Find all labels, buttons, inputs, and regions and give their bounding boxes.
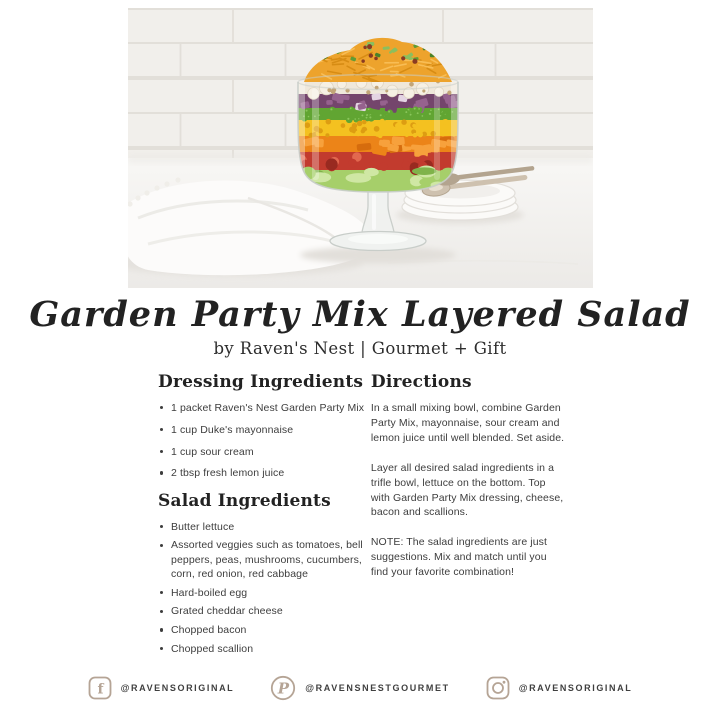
- social-handle: @RAVENSNESTGOURMET: [305, 683, 450, 693]
- facebook-icon: [88, 676, 112, 700]
- social-item-facebook: [88, 676, 235, 700]
- list-item: Hard-boiled egg: [158, 586, 371, 600]
- salad-heading: Salad Ingredients: [158, 490, 331, 511]
- directions-column: [371, 372, 566, 662]
- list-item: Chopped bacon: [158, 623, 371, 637]
- list-item: 2 tbsp fresh lemon juice: [158, 466, 371, 480]
- directions-paragraph: NOTE: The salad ingredients are just suggestions. Mix and match until you find your favorite combination!: [370, 536, 548, 579]
- social-handle: @RAVENSORIGINAL: [120, 683, 235, 693]
- salad-list: [158, 520, 371, 657]
- list-item: Butter lettuce: [158, 520, 371, 534]
- pinterest-icon: [270, 675, 296, 701]
- salad-layers: [292, 76, 464, 194]
- list-item: 1 cup sour cream: [158, 445, 371, 459]
- social-footer: [0, 675, 720, 701]
- svg-text:f: f: [97, 681, 104, 698]
- dressing-list: [158, 401, 371, 481]
- social-item-instagram: [486, 676, 633, 700]
- list-item: 1 cup Duke's mayonnaise: [158, 423, 371, 437]
- recipe-body: [158, 372, 566, 662]
- list-item: Grated cheddar cheese: [158, 604, 371, 618]
- directions-heading: Directions: [370, 372, 472, 392]
- dressing-heading: Dressing Ingredients: [158, 372, 364, 392]
- recipe-byline: by Raven's Nest | Gourmet + Gift: [213, 339, 507, 358]
- svg-text:P: P: [278, 679, 290, 698]
- instagram-icon: [486, 676, 510, 700]
- list-item: Assorted veggies such as tomatoes, bell peppers, peas, mushrooms, cucumbers, corn, red onion, red cabbage: [158, 538, 371, 581]
- salad-photo: [128, 8, 593, 288]
- social-handle: @RAVENSORIGINAL: [518, 683, 633, 693]
- directions-paragraph: Layer all desired salad ingredients in a trifle bowl, lettuce on the bottom. Top with Garden Party Mix dressing, cheese, bacon and scallions.: [370, 461, 564, 519]
- ingredients-column: [158, 372, 371, 662]
- list-item: Chopped scallion: [158, 642, 371, 656]
- list-item: 1 packet Raven's Nest Garden Party Mix: [158, 401, 371, 415]
- recipe-title: Garden Party Mix Layered Salad: [29, 294, 691, 335]
- salad-photo-illustration: [128, 8, 593, 288]
- directions-paragraph: In a small mixing bowl, combine Garden Party Mix, mayonnaise, sour cream and lemon juice until well blended. Set aside.: [370, 402, 565, 444]
- social-item-pinterest: [270, 675, 449, 701]
